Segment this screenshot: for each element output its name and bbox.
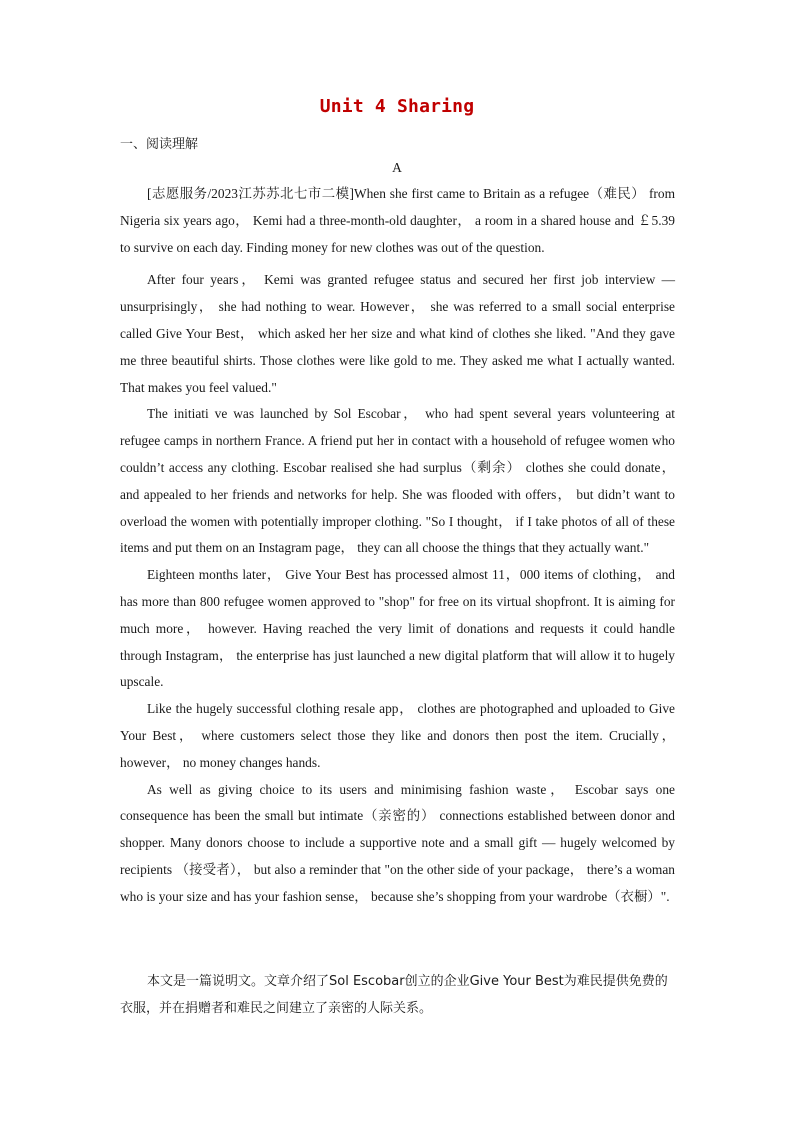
paragraph-1: [志愿服务/2023江苏苏北七市二模]When she first came to Britain as a refugee（难民） from Nigeria six years ago， Kemi had a three-month-old daughter， a room in a shared house and ￡5.39 to survive on each day. Finding money for new clothes was out of the question. [120, 186, 675, 255]
paragraph-5: Like the hugely successful clothing resale app， clothes are photographed and uploaded to Give Your Best， where customers select those they like and donors then post the item. Crucially， however， no money changes hands. [120, 701, 675, 770]
part-label: A [392, 160, 402, 175]
section-heading: 一、阅读理解 [120, 137, 199, 152]
paragraph-2: After four years， Kemi was granted refugee status and secured her first job interview — unsurprisingly， she had nothing to wear. However， she was referred to a small social enterprise called Give Your Best， which asked her her size and what kind of clothes she liked. "And they gave me three beautiful shirts. Those clothes were like gold to me. They asked me what I actually wanted. That makes you feel valued." [120, 272, 675, 395]
paragraph-6: As well as giving choice to its users and minimising fashion waste， Escobar says one consequence has been the small but intimate（亲密的） connections established between donor and shopper. Many donors choose to include a supportive note and a small gift — hugely welcomed by recipients （接受者）， but also a reminder that "on the other side of your package， there’s a woman who is your size and has your fashion sense， because she’s shopping from your wardrobe（衣橱）". [120, 781, 675, 904]
paragraph-4: Eighteen months later， Give Your Best has processed almost 11，000 items of clothing， and has more than 800 refugee women approved to "shop" for free on its virtual shopfront. It is aiming for much more， however. Having reached the very limit of donations and requests it could handle through Instagram， the enterprise has just launched a new digital platform that will allow it to hugely upscale. [120, 567, 675, 690]
article-summary: 本文是一篇说明文。文章介绍了Sol Escobar创立的企业Give Your Best为难民提供免费的衣服，并在捐赠者和难民之间建立了亲密的人际关系。 [120, 974, 668, 1016]
page-title: Unit 4 Sharing [319, 96, 475, 117]
article-body [120, 181, 675, 911]
paragraph-3: The initiati ve was launched by Sol Escobar， who had spent several years volunteering at refugee camps in northern France. A friend put her in contact with a household of refugee women who couldn’t access any clothing. Escobar realised she had surplus（剩余） clothes she could donate， and appealed to her friends and networks for help. She was flooded with offers， but didn’t want to overload the women with potentially improper clothing. "So I thought， if I take photos of all of these items and put them on an Instagram page， they can all choose the things that they actually want." [120, 406, 675, 556]
